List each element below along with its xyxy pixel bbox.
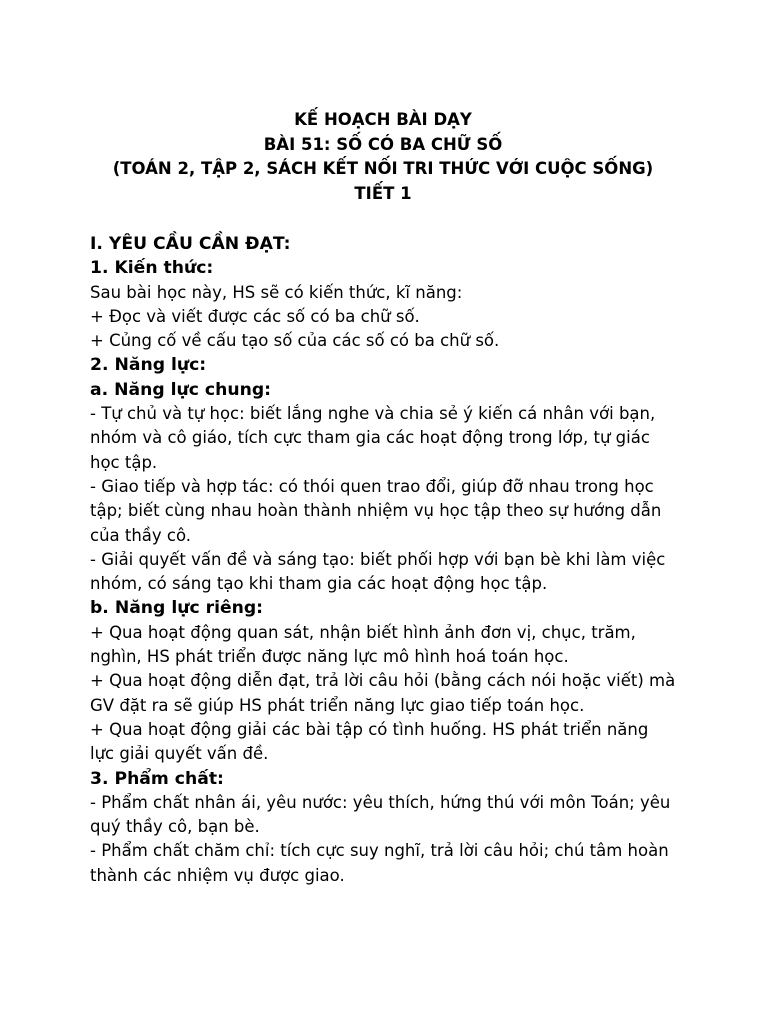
subsection-heading: a. Năng lực chung: [90,379,271,400]
paragraph: + Qua hoạt động quan sát, nhận biết hình ảnh đơn vị, chục, trăm, nghìn, HS phát triển được năng lực mô hình hoá toán học. [90,622,636,667]
paragraph: - Giải quyết vấn đề và sáng tạo: biết phối hợp với bạn bè khi làm việc nhóm, có sáng tạo khi tham gia các hoạt động học tập. [90,549,666,594]
subsection-heading: 2. Năng lực: [90,355,207,376]
title-line-period: TIẾT 1 [354,183,412,203]
paragraph: + Đọc và viết được các số có ba chữ số. [90,306,420,326]
document-title [90,108,676,206]
title-line-lesson-name: BÀI 51: SỐ CÓ BA CHỮ SỐ [263,134,503,154]
document-body [90,232,676,888]
subsection-heading: b. Năng lực riêng: [90,598,264,619]
paragraph: Sau bài học này, HS sẽ có kiến thức, kĩ năng: [90,282,463,302]
subsection-heading: 3. Phẩm chất: [90,768,224,789]
paragraph: - Giao tiếp và hợp tác: có thói quen trao đổi, giúp đỡ nhau trong học tập; biết cùng nhau hoàn thành nhiệm vụ học tập theo sự hướng dẫn của thầy cô. [90,476,662,545]
title-line-lesson-plan: KẾ HOẠCH BÀI DẠY [294,110,472,129]
paragraph: - Phẩm chất nhân ái, yêu nước: yêu thích, hứng thú với môn Toán; yêu quý thầy cô, bạn bè. [90,792,671,837]
paragraph: + Qua hoạt động giải các bài tập có tình huống. HS phát triển năng lực giải quyết vấn đề. [90,719,649,764]
title-line-book: (TOÁN 2, TẬP 2, SÁCH KẾT NỐI TRI THỨC VỚI CUỘC SỐNG) [112,159,654,178]
paragraph: - Tự chủ và tự học: biết lắng nghe và chia sẻ ý kiến cá nhân với bạn, nhóm và cô giáo, tích cực tham gia các hoạt động trong lớp, tự giác học tập. [90,404,656,472]
subsection-heading: 1. Kiến thức: [90,258,214,279]
paragraph: + Củng cố về cấu tạo số của các số có ba chữ số. [90,331,500,351]
paragraph: + Qua hoạt động diễn đạt, trả lời câu hỏi (bằng cách nói hoặc viết) mà GV đặt ra sẽ giúp HS phát triển năng lực giao tiếp toán học. [90,671,676,715]
section-heading: I. YÊU CẦU CẦN ĐẠT: [90,234,291,254]
paragraph: - Phẩm chất chăm chỉ: tích cực suy nghĩ, trả lời câu hỏi; chú tâm hoàn thành các nhiệm vụ được giao. [90,841,669,885]
